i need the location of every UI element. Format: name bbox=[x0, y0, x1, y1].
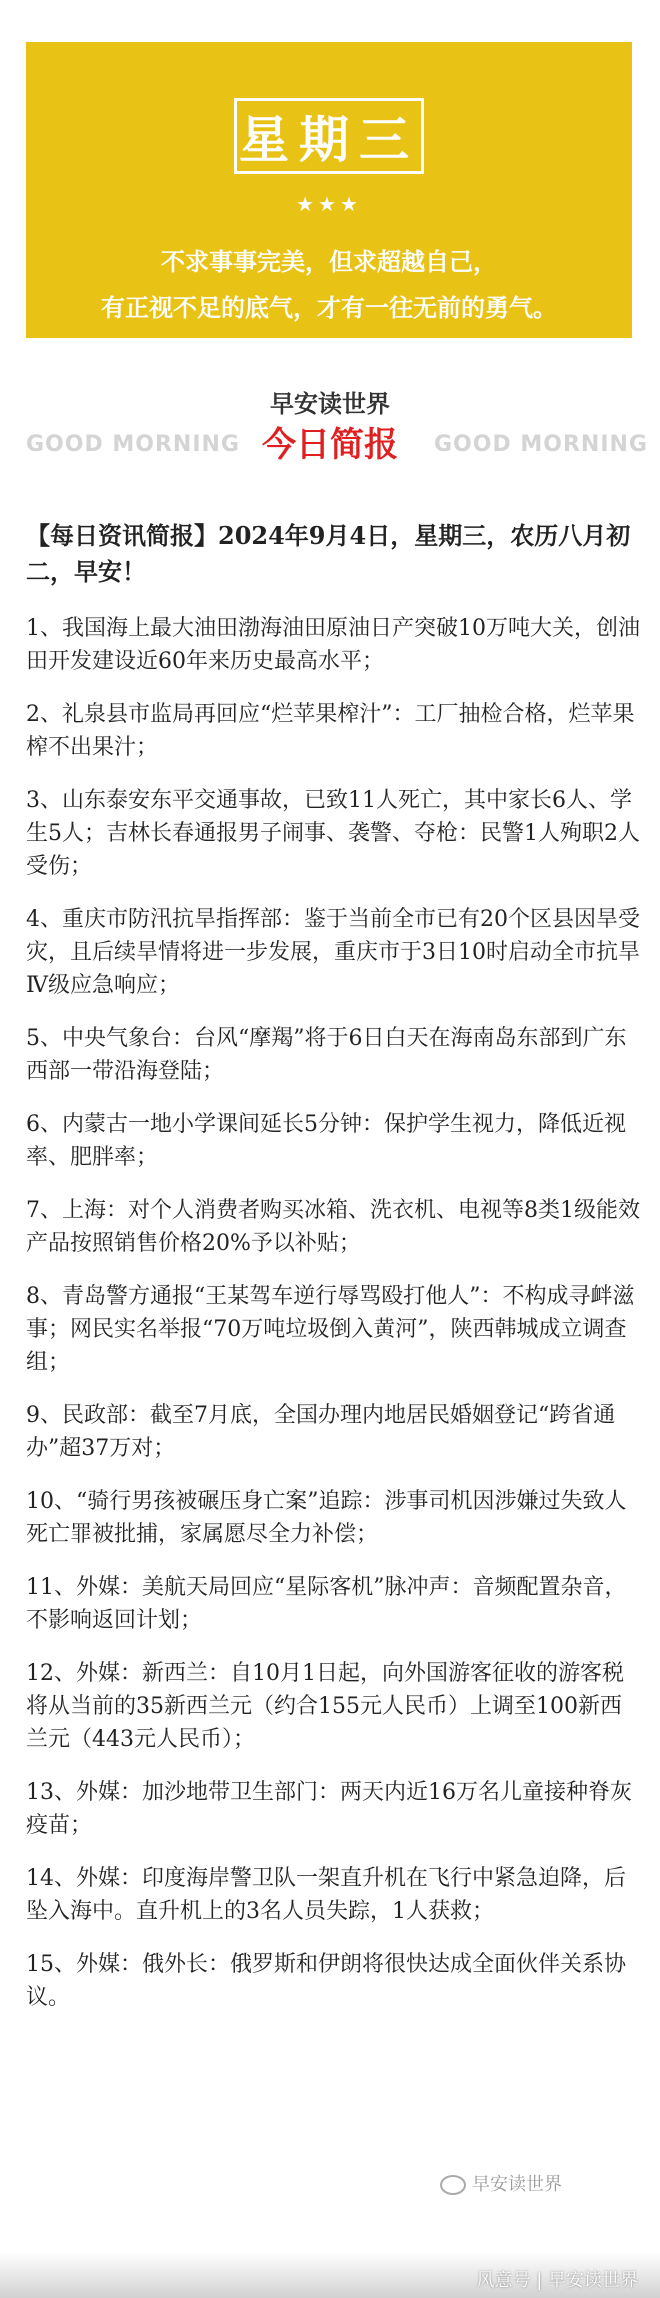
watermark bbox=[440, 2170, 562, 2196]
motto-line-1: 不求事事完美，但求超越自己， bbox=[161, 248, 497, 276]
page-title: 今日简报 bbox=[262, 425, 398, 465]
stars-decoration: ★★★ bbox=[296, 192, 362, 216]
news-item: 13、外媒：加沙地带卫生部门：两天内近16万名儿童接种脊灰疫苗； bbox=[26, 1780, 632, 1838]
motto-line-2: 有正视不足的底气，才有一往无前的勇气。 bbox=[101, 294, 557, 322]
news-item: 1、我国海上最大油田渤海油田原油日产突破10万吨大关，创油田开发建设近60年来历史最高水平； bbox=[26, 616, 640, 674]
news-item: 9、民政部：截至7月底，全国办理内地居民婚姻登记“跨省通办”超37万对； bbox=[26, 1403, 616, 1461]
news-item: 3、山东泰安东平交通事故，已致11人死亡，其中家长6人、学生5人；吉林长春通报男子闹事、袭警、夺枪：民警1人殉职2人受伤； bbox=[26, 788, 640, 879]
footer-bar bbox=[0, 2252, 660, 2298]
news-item: 15、外媒：俄外长：俄罗斯和伊朗将很快达成全面伙伴关系协议。 bbox=[26, 1952, 626, 2010]
intro-text: 【每日资讯简报】2024年9月4日，星期三，农历八月初二，早安！ bbox=[26, 521, 631, 586]
news-item: 11、外媒：美航天局回应“星际客机”脉冲声：音频配置杂音，不影响返回计划； bbox=[26, 1575, 627, 1633]
news-content bbox=[26, 518, 640, 2034]
watermark-text: 早安读世界 bbox=[472, 2174, 562, 2195]
footer-text: 风意号 | 早安读世界 bbox=[476, 2270, 638, 2291]
news-item: 12、外媒：新西兰：自10月1日起，向外国游客征收的游客税将从当前的35新西兰元（约合155元人民币）上调至100新西兰元（443元人民币）； bbox=[26, 1661, 624, 1752]
news-item: 4、重庆市防汛抗旱指挥部：鉴于当前全市已有20个区县因旱受灾，且后续旱情将进一步发展，重庆市于3日10时启动全市抗旱Ⅳ级应急响应； bbox=[26, 907, 640, 998]
news-item: 7、上海：对个人消费者购买冰箱、洗衣机、电视等8类1级能效产品按照销售价格20%予以补贴； bbox=[26, 1198, 640, 1256]
weekday-box: 星期三 bbox=[234, 98, 424, 174]
news-item: 14、外媒：印度海岸警卫队一架直升机在飞行中紧急迫降，后坠入海中。直升机上的3名人员失踪，1人获救； bbox=[26, 1866, 626, 1924]
header-banner bbox=[26, 42, 632, 338]
news-item: 2、礼泉县市监局再回应“烂苹果榨汁”：工厂抽检合格，烂苹果榨不出果汁； bbox=[26, 702, 635, 760]
news-item: 6、内蒙古一地小学课间延长5分钟：保护学生视力，降低近视率、肥胖率； bbox=[26, 1112, 626, 1170]
brand-name: 早安读世界 bbox=[270, 390, 390, 418]
news-item: 8、青岛警方通报“王某驾车逆行辱骂殴打他人”：不构成寻衅滋事；网民实名举报“70万吨垃圾倒入黄河”，陕西韩城成立调查组； bbox=[26, 1284, 635, 1375]
news-item: 5、中央气象台：台风“摩羯”将于6日白天在海南岛东部到广东西部一带沿海登陆； bbox=[26, 1026, 627, 1084]
good-morning-left: GOOD MORNING bbox=[26, 432, 240, 457]
wechat-icon bbox=[440, 2175, 466, 2195]
good-morning-right: GOOD MORNING bbox=[434, 432, 648, 457]
news-item: 10、“骑行男孩被碾压身亡案”追踪：涉事司机因涉嫌过失致人死亡罪被批捕，家属愿尽全力补偿； bbox=[26, 1489, 627, 1547]
